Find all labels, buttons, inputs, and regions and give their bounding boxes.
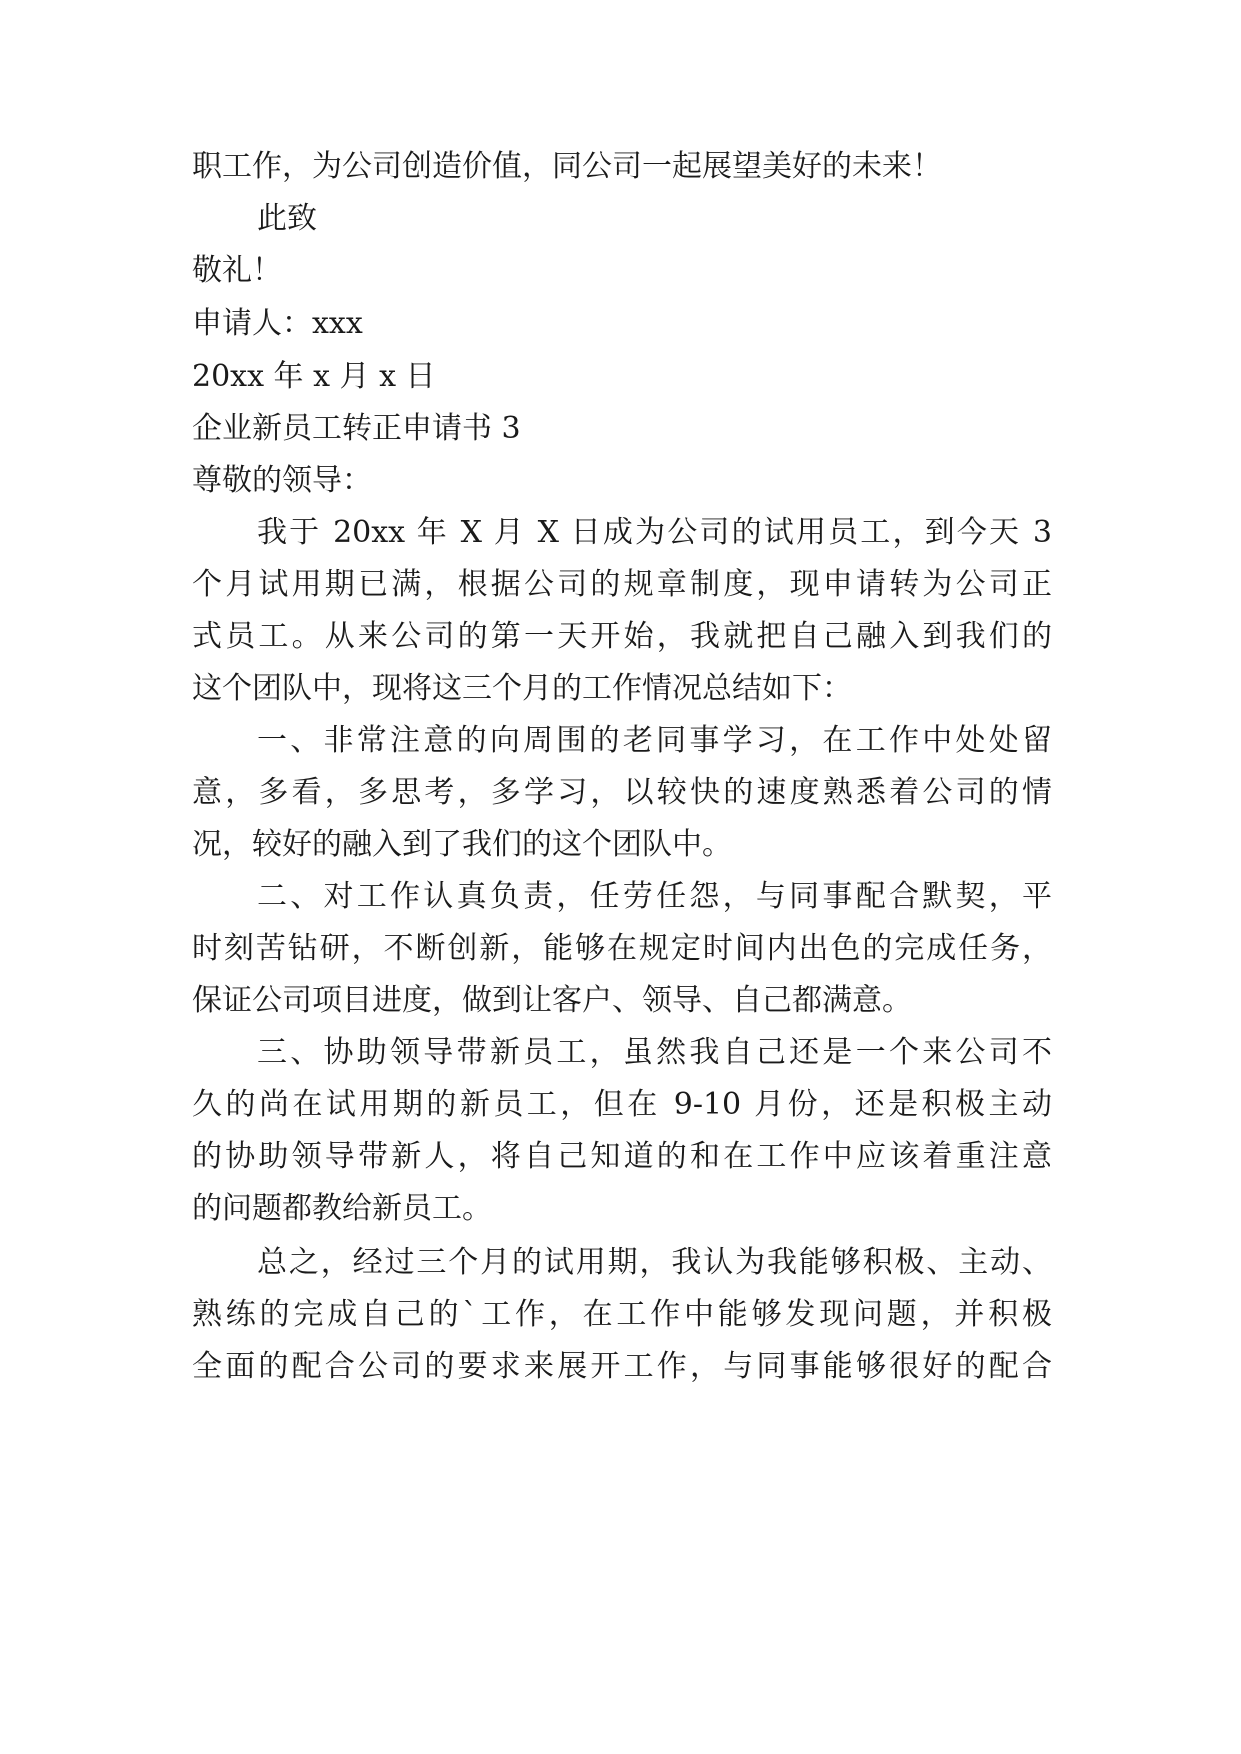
- body-paragraph-line: 式员工。从来公司的第一天开始，我就把自己融入到我们的: [192, 619, 1052, 654]
- body-paragraph-line: 我于 20xx 年 X 月 X 日成为公司的试用员工，到今天 3: [257, 515, 1052, 550]
- salutation-ci-zhi: 此致: [257, 201, 317, 236]
- body-paragraph-line: 个月试用期已满，根据公司的规章制度，现申请转为公司正: [192, 567, 1052, 602]
- section-title: 企业新员工转正申请书 3: [192, 411, 521, 446]
- body-paragraph-line: 时刻苦钻研，不断创新，能够在规定时间内出色的完成任务，: [192, 931, 1052, 966]
- body-paragraph-line: 保证公司项目进度，做到让客户、领导、自己都满意。: [192, 983, 912, 1018]
- body-paragraph-line: 总之，经过三个月的试用期，我认为我能够积极、主动、: [257, 1245, 1052, 1280]
- body-paragraph-line: 的问题都教给新员工。: [192, 1191, 492, 1226]
- applicant-name: 申请人：xxx: [192, 306, 363, 341]
- body-paragraph-line: 的协助领导带新人，将自己知道的和在工作中应该着重注意: [192, 1139, 1052, 1174]
- body-paragraph-line: 三、协助领导带新员工，虽然我自己还是一个来公司不: [257, 1035, 1052, 1070]
- body-paragraph-line: 意，多看，多思考，多学习，以较快的速度熟悉着公司的情: [192, 775, 1052, 810]
- body-paragraph-line: 况，较好的融入到了我们的这个团队中。: [192, 827, 732, 862]
- body-paragraph-line: 这个团队中，现将这三个月的工作情况总结如下：: [192, 671, 852, 706]
- application-date: 20xx 年 x 月 x 日: [192, 359, 436, 394]
- body-paragraph-line: 熟练的完成自己的`工作，在工作中能够发现问题，并积极: [192, 1297, 1052, 1332]
- body-paragraph-line: 久的尚在试用期的新员工，但在 9-10 月份，还是积极主动: [192, 1087, 1052, 1122]
- body-paragraph-line: 全面的配合公司的要求来展开工作，与同事能够很好的配合: [192, 1349, 1052, 1384]
- closing-paragraph-line: 职工作，为公司创造价值，同公司一起展望美好的未来！: [192, 149, 942, 184]
- body-paragraph-line: 二、对工作认真负责，任劳任怨，与同事配合默契，平: [257, 879, 1052, 914]
- body-paragraph-line: 一、非常注意的向周围的老同事学习，在工作中处处留: [257, 723, 1052, 758]
- salutation-jing-li: 敬礼！: [192, 253, 282, 288]
- greeting: 尊敬的领导：: [192, 463, 372, 498]
